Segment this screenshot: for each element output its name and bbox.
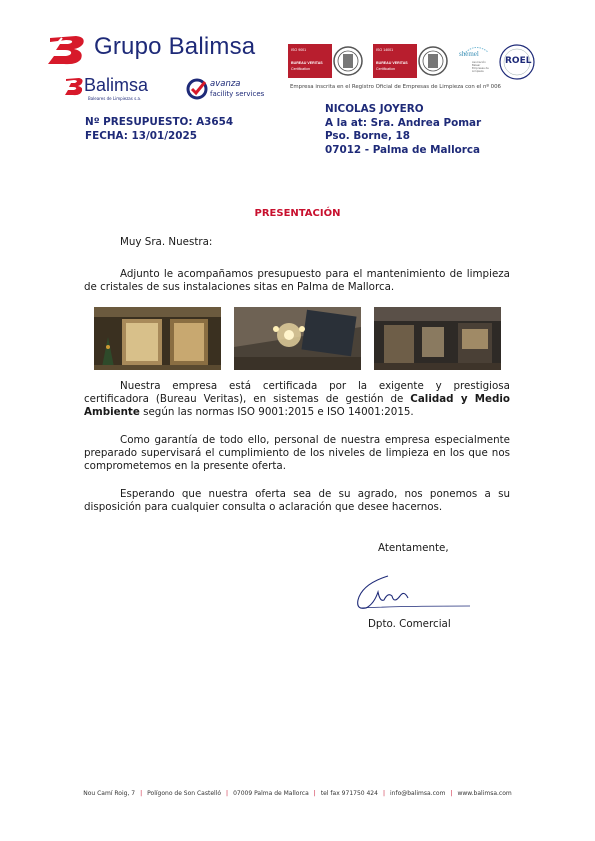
paragraph-3 bbox=[84, 434, 510, 473]
footer-phone: tel fax 971750 424 bbox=[320, 790, 378, 797]
footer-city: 07009 Palma de Mallorca bbox=[233, 790, 309, 797]
cert-line3: Certification bbox=[291, 67, 310, 71]
recipient-block bbox=[325, 103, 481, 157]
roel-name: ROEL bbox=[505, 56, 532, 66]
cert-line2: BUREAU VERITAS bbox=[291, 61, 323, 65]
avanza-check-icon bbox=[186, 78, 208, 100]
recipient-company: NICOLAS JOYERO bbox=[325, 103, 424, 115]
bureau-veritas-seal-icon bbox=[332, 44, 364, 78]
letter-title: PRESENTACIÓN bbox=[254, 208, 341, 219]
photo-storefront bbox=[94, 307, 221, 370]
department: Dpto. Comercial bbox=[368, 618, 451, 630]
paragraph-2-text: Nuestra empresa está certificada por la exigente y prestigiosa certificadora (Bureau Veritas), en sistemas de gestión de bbox=[84, 380, 510, 406]
paragraph-4-text: Esperando que nuestra oferta sea de su agrado, nos ponemos a su disposición para cualquier consulta o aclaración que desee hacernos. bbox=[84, 488, 510, 514]
balimsa-logo bbox=[64, 75, 184, 107]
salutation: Muy Sra. Nuestra: bbox=[120, 236, 213, 248]
paragraph-3-text: Como garantía de todo ello, personal de nuestra empresa especialmente preparado supervisará el cumplimiento de los niveles de limpieza en los que nos comprometemos en la presente oferta. bbox=[84, 434, 510, 473]
sub-brand-name: Balimsa bbox=[84, 75, 149, 95]
paragraph-4 bbox=[84, 488, 510, 514]
footer-address: Nou Camí Roig, 7 bbox=[83, 790, 136, 797]
recipient-attn: A la at: Sra. Andrea Pomar bbox=[325, 116, 482, 129]
cert-line2: BUREAU VERITAS bbox=[376, 61, 408, 65]
avanza-sub: facility services bbox=[210, 90, 265, 98]
paragraph-2-end: según las normas ISO 9001:2015 e ISO 14001:2015. bbox=[139, 406, 414, 419]
closing: Atentamente, bbox=[378, 542, 449, 554]
avanza-name: avanza bbox=[210, 79, 241, 89]
roel-logo bbox=[498, 43, 536, 85]
grupo-balimsa-logo bbox=[46, 34, 281, 68]
footer-area: Polígono de Son Castelló bbox=[147, 790, 222, 797]
shemel-logo bbox=[458, 44, 492, 80]
quote-info bbox=[85, 116, 233, 143]
bureau-veritas-seal-icon bbox=[417, 44, 449, 78]
cert-badge-iso9001 bbox=[288, 44, 364, 78]
photo-ceiling-chandelier bbox=[234, 307, 361, 370]
signature-icon bbox=[352, 570, 472, 616]
group-name: Grupo Balimsa bbox=[94, 33, 256, 60]
sub-brand-tagline: Baleares de Limpiezas s.a. bbox=[88, 96, 142, 101]
footer-email[interactable]: info@balimsa.com bbox=[389, 790, 446, 797]
cert-line1: ISO 14001 bbox=[376, 48, 394, 52]
shemel-tiny: Asociación Balear Empresas de Limpieza bbox=[472, 61, 489, 73]
footer-website[interactable]: www.balimsa.com bbox=[457, 790, 512, 797]
shemel-name: shemel bbox=[459, 50, 479, 58]
recipient-street: Pso. Borne, 18 bbox=[325, 130, 410, 142]
avanza-logo bbox=[186, 78, 266, 104]
cert-line1: ISO 9001 bbox=[291, 48, 307, 52]
cert-badge-iso14001 bbox=[373, 44, 449, 78]
paragraph-1-text: Adjunto le acompañamos presupuesto para el mantenimiento de limpieza de cristales de sus instalaciones sitas en Palma de Mallorca. bbox=[84, 268, 510, 294]
paragraph-2-bold: Calidad y Medio Ambiente bbox=[84, 393, 510, 419]
balimsa-small-b-icon bbox=[64, 77, 86, 97]
quote-number: Nº PRESUPUESTO: A3654 bbox=[85, 116, 234, 128]
balimsa-b-logo-icon bbox=[46, 34, 90, 66]
footer: Nou Camí Roig, 7 | Polígono de Son Castelló | 07009 Palma de Mallorca | tel fax 971750 424 | info@balimsa.com | www.balimsa.com bbox=[83, 790, 512, 797]
paragraph-1 bbox=[84, 268, 510, 294]
registro-note: Empresa inscrita en el Registro Oficial de Empresas de Limpieza con el nº 006 bbox=[290, 84, 501, 90]
paragraph-2 bbox=[84, 380, 510, 419]
recipient-city: 07012 - Palma de Mallorca bbox=[325, 143, 481, 156]
cert-line3: Certification bbox=[376, 67, 395, 71]
quote-date: FECHA: 13/01/2025 bbox=[85, 129, 197, 142]
photo-shop-interior bbox=[374, 307, 501, 370]
